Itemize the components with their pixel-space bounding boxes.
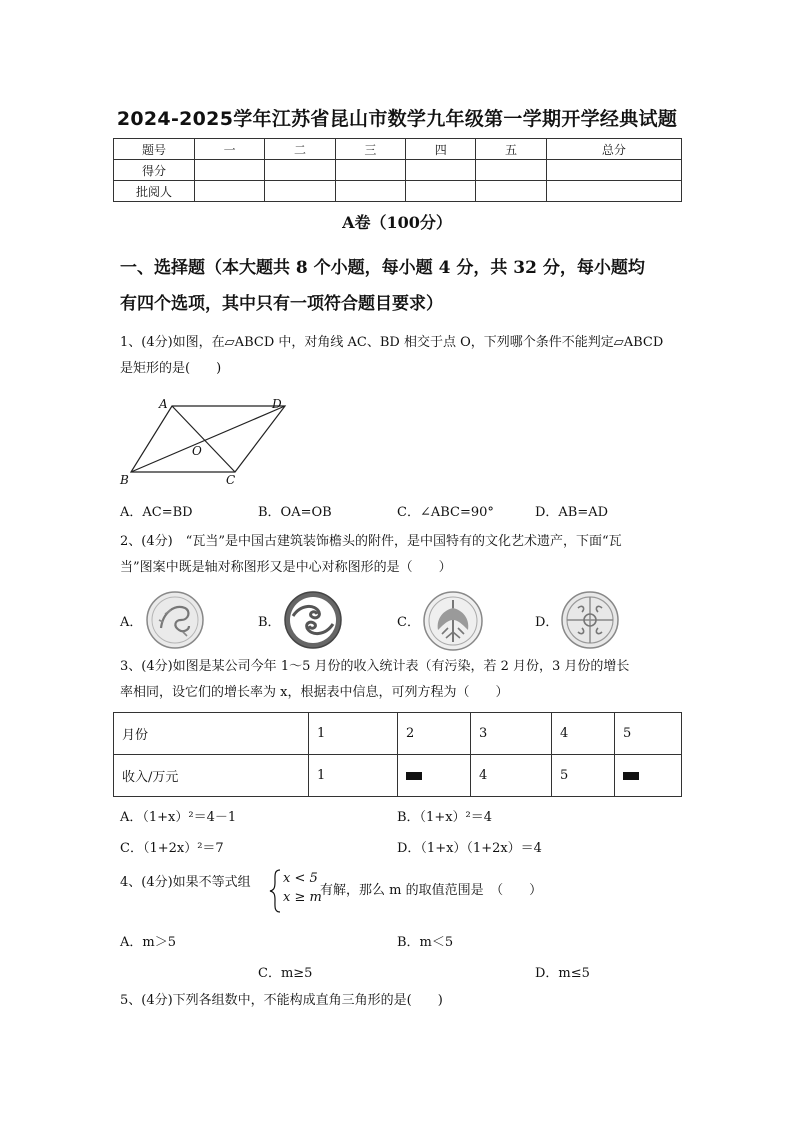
question-3 [120,654,685,706]
income-table [113,712,682,797]
question-text: 3、(4分)如图是某公司今年 1～5 月份的收入统计表（有污染，若 2 月份，3 月份的增长 [120,659,630,674]
score-table [113,138,682,202]
question-text: 当”图案中既是轴对称图形又是中心对称图形的是（ ） [120,560,452,575]
question-1 [120,330,685,382]
vertex-label-b: B [120,473,129,487]
table-cell: 得分 [114,160,195,181]
table-cell: 3 [471,713,552,755]
table-cell: 4 [552,713,615,755]
table-cell: 月份 [114,713,309,755]
question-2 [120,529,685,581]
q3-option-a: A．（1+x）²＝4－1 [120,810,237,825]
table-cell [615,755,682,797]
q4-option-a: A．m＞5 [120,935,176,950]
ink-smudge [406,772,422,780]
table-cell [335,160,405,181]
diagonal-ac [172,406,235,472]
table-cell: 二 [265,139,335,160]
table-cell: 1 [309,713,398,755]
q3-option-c: C．（1+2x）²＝7 [120,841,224,856]
diagonal-bd [131,406,285,472]
table-cell [335,181,405,202]
table-cell [195,160,265,181]
table-row [114,160,682,181]
question-text: 1、(4分)如图，在▱ABCD 中，对角线 AC、BD 相交于点 O，下列哪个条件不能判定▱ABCD [120,335,664,350]
section-heading-line: 有四个选项，其中只有一项符合题目要求） [120,294,443,314]
vertex-label-c: C [226,473,236,487]
q2-option-c-label: C． [397,615,420,630]
q2-option-b-label: B． [258,615,281,630]
parallelogram-figure [115,393,295,488]
table-cell [265,160,335,181]
table-cell [195,181,265,202]
inequality-1: x < 5 [283,871,318,886]
tile-d-icon [560,590,620,650]
q4-option-d: D．m≤5 [535,966,590,981]
question-5 [120,988,685,1014]
table-row [114,755,682,797]
table-cell: 一 [195,139,265,160]
q3-option-b: B．（1+x）²＝4 [397,810,493,825]
q3-option-d: D．（1+x）（1+2x）＝4 [397,841,542,856]
table-cell: 4 [471,755,552,797]
table-row [114,139,682,160]
ink-smudge [623,772,639,780]
brace-icon [268,868,282,914]
table-cell [398,755,471,797]
inequality-2: x ≥ m [283,890,322,905]
center-label-o: O [192,444,202,458]
table-row [114,713,682,755]
table-cell [546,160,681,181]
table-cell: 三 [335,139,405,160]
tile-b-icon [283,590,343,650]
tile-c-icon [422,590,484,652]
table-cell: 批阅人 [114,181,195,202]
table-cell [546,181,681,202]
table-cell [476,160,546,181]
vertex-label-a: A [159,397,168,411]
section-heading [120,250,690,322]
table-cell [265,181,335,202]
question-4-prefix: 4、(4分)如果不等式组 [120,875,251,890]
q1-option-d: D．AB=AD [535,505,609,520]
q2-option-a-label: A． [120,615,143,630]
q1-option-a: A．AC=BD [120,505,193,520]
table-cell: 5 [615,713,682,755]
table-cell: 四 [406,139,476,160]
table-cell: 2 [398,713,471,755]
section-heading-line: 一、选择题（本大题共 8 个小题，每小题 4 分，共 32 分，每小题均 [120,258,645,278]
question-text: 是矩形的是( ) [120,361,222,376]
vertex-label-d: D [272,397,282,411]
table-cell [406,160,476,181]
question-text: 2、(4分) “瓦当”是中国古建筑装饰檐头的附件，是中国特有的文化艺术遗产，下面“瓦 [120,534,622,549]
table-cell [476,181,546,202]
q1-option-b: B．OA=OB [258,505,332,520]
table-cell: 题号 [114,139,195,160]
table-cell [406,181,476,202]
table-cell: 总分 [546,139,681,160]
q2-option-d-label: D． [535,615,559,630]
table-cell: 5 [552,755,615,797]
table-cell: 收入/万元 [114,755,309,797]
table-row [114,181,682,202]
page-title: 2024-2025学年江苏省昆山市数学九年级第一学期开学经典试题 [116,108,678,130]
question-4-suffix: 有解，那么 m 的取值范围是 （ ） [320,883,543,898]
table-cell: 1 [309,755,398,797]
tile-a-icon [145,590,205,650]
section-subtitle: A卷（100分） [342,213,452,232]
q4-option-c: C．m≥5 [258,966,313,981]
question-text: 5、(4分)下列各组数中，不能构成直角三角形的是( ) [120,993,443,1008]
q1-option-c: C．∠ABC=90° [397,505,494,520]
inequality-system [283,869,322,907]
question-text: 率相同，设它们的增长率为 x，根据表中信息，可列方程为（ ） [120,685,509,700]
table-cell: 五 [476,139,546,160]
q4-option-b: B．m＜5 [397,935,454,950]
